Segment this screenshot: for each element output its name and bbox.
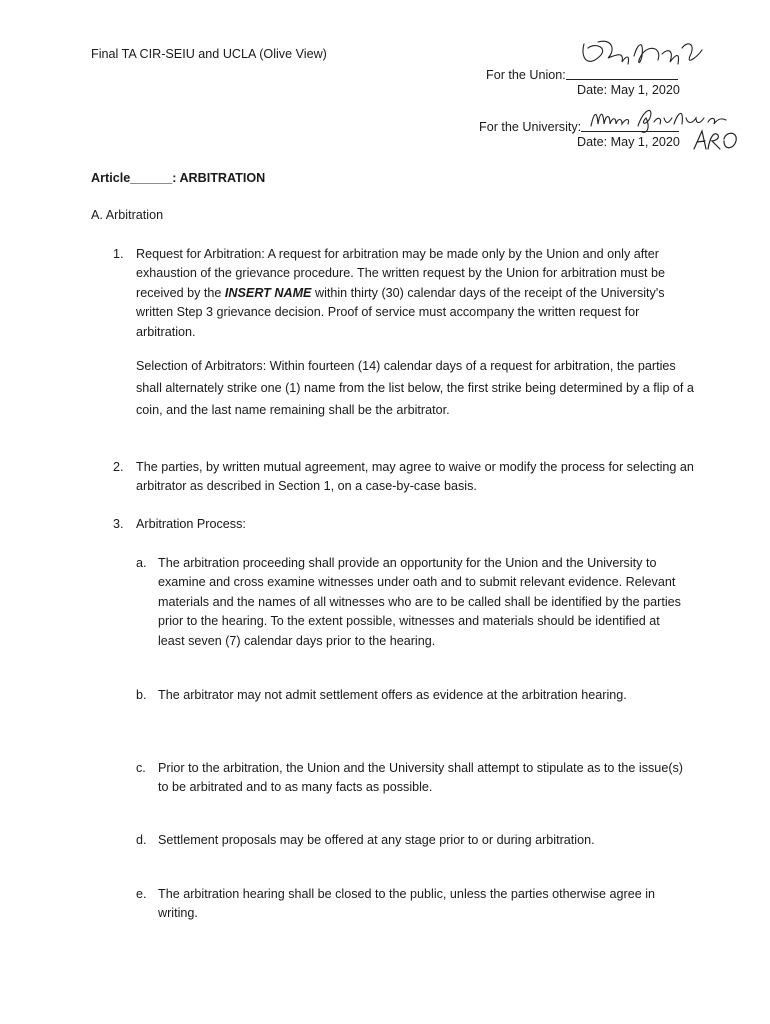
subitem-letter-c: c. bbox=[136, 761, 146, 775]
university-date: Date: May 1, 2020 bbox=[577, 135, 680, 149]
item-number-3: 3. bbox=[113, 517, 124, 531]
article-heading: Article______: ARBITRATION bbox=[91, 171, 266, 185]
union-label: For the Union: bbox=[486, 68, 566, 82]
subitem-letter-e: e. bbox=[136, 887, 147, 901]
union-signature-image bbox=[578, 36, 708, 74]
university-label: For the University: bbox=[479, 120, 582, 134]
subitem-b-text: The arbitrator may not admit settlement offers as evidence at the arbitration hearing. bbox=[158, 688, 627, 702]
subitem-letter-d: d. bbox=[136, 833, 147, 847]
insert-name-placeholder: INSERT NAME bbox=[224, 285, 312, 300]
item-number-1: 1. bbox=[113, 247, 124, 261]
subitem-c-text: Prior to the arbitration, the Union and the University shall attempt to stipulate as to the issue(s) to be arbitrated and to as many facts as possible. bbox=[158, 761, 684, 795]
union-date: Date: May 1, 2020 bbox=[577, 83, 680, 97]
subitem-d-text: Settlement proposals may be offered at any stage prior to or during arbitration. bbox=[158, 833, 595, 847]
document-header-title: Final TA CIR-SEIU and UCLA (Olive View) bbox=[91, 47, 327, 61]
item-number-2: 2. bbox=[113, 460, 124, 474]
item-3-text: Arbitration Process: bbox=[136, 517, 246, 531]
subitem-e-text: The arbitration hearing shall be closed to the public, unless the parties otherwise agree in writing. bbox=[158, 887, 656, 921]
subitem-a-text: The arbitration proceeding shall provide an opportunity for the Union and the University to examine and cross examine witnesses under oath and to submit relevant evidence. Relevant materials and the names of all witnesses who are to be called shall be identified by the parties prior to the hearing. To the extent possible, witnesses and materials should be identified at least seven (7) calendar days prior to the hearing. bbox=[158, 556, 681, 648]
subitem-letter-b: b. bbox=[136, 688, 147, 702]
item-1-text-after: within thirty (30) calendar days of the receipt of the University's written Step 3 grievance decision. Proof of service must accompany the written request for arbitration. bbox=[136, 285, 665, 339]
subitem-letter-a: a. bbox=[136, 556, 147, 570]
item-1-text bbox=[136, 245, 696, 342]
item-1-selection-paragraph: Selection of Arbitrators: Within fourteen (14) calendar days of a request for arbitration, the parties shall alternately strike one (1) name from the list below, the first strike being determined by a flip of a coin, and the last name remaining shall be the arbitrator. bbox=[136, 359, 694, 417]
item-1-text-before: Request for Arbitration: A request for arbitration may be made only by the Union and only after exhaustion of the grievance procedure. The written request by the Union for arbitration must be received by the bbox=[136, 247, 666, 300]
section-heading: A. Arbitration bbox=[91, 208, 164, 222]
university-initials-image bbox=[690, 127, 742, 153]
item-2-text: The parties, by written mutual agreement, may agree to waive or modify the process for selecting an arbitrator as described in Section 1, on a case-by-case basis. bbox=[136, 460, 694, 494]
